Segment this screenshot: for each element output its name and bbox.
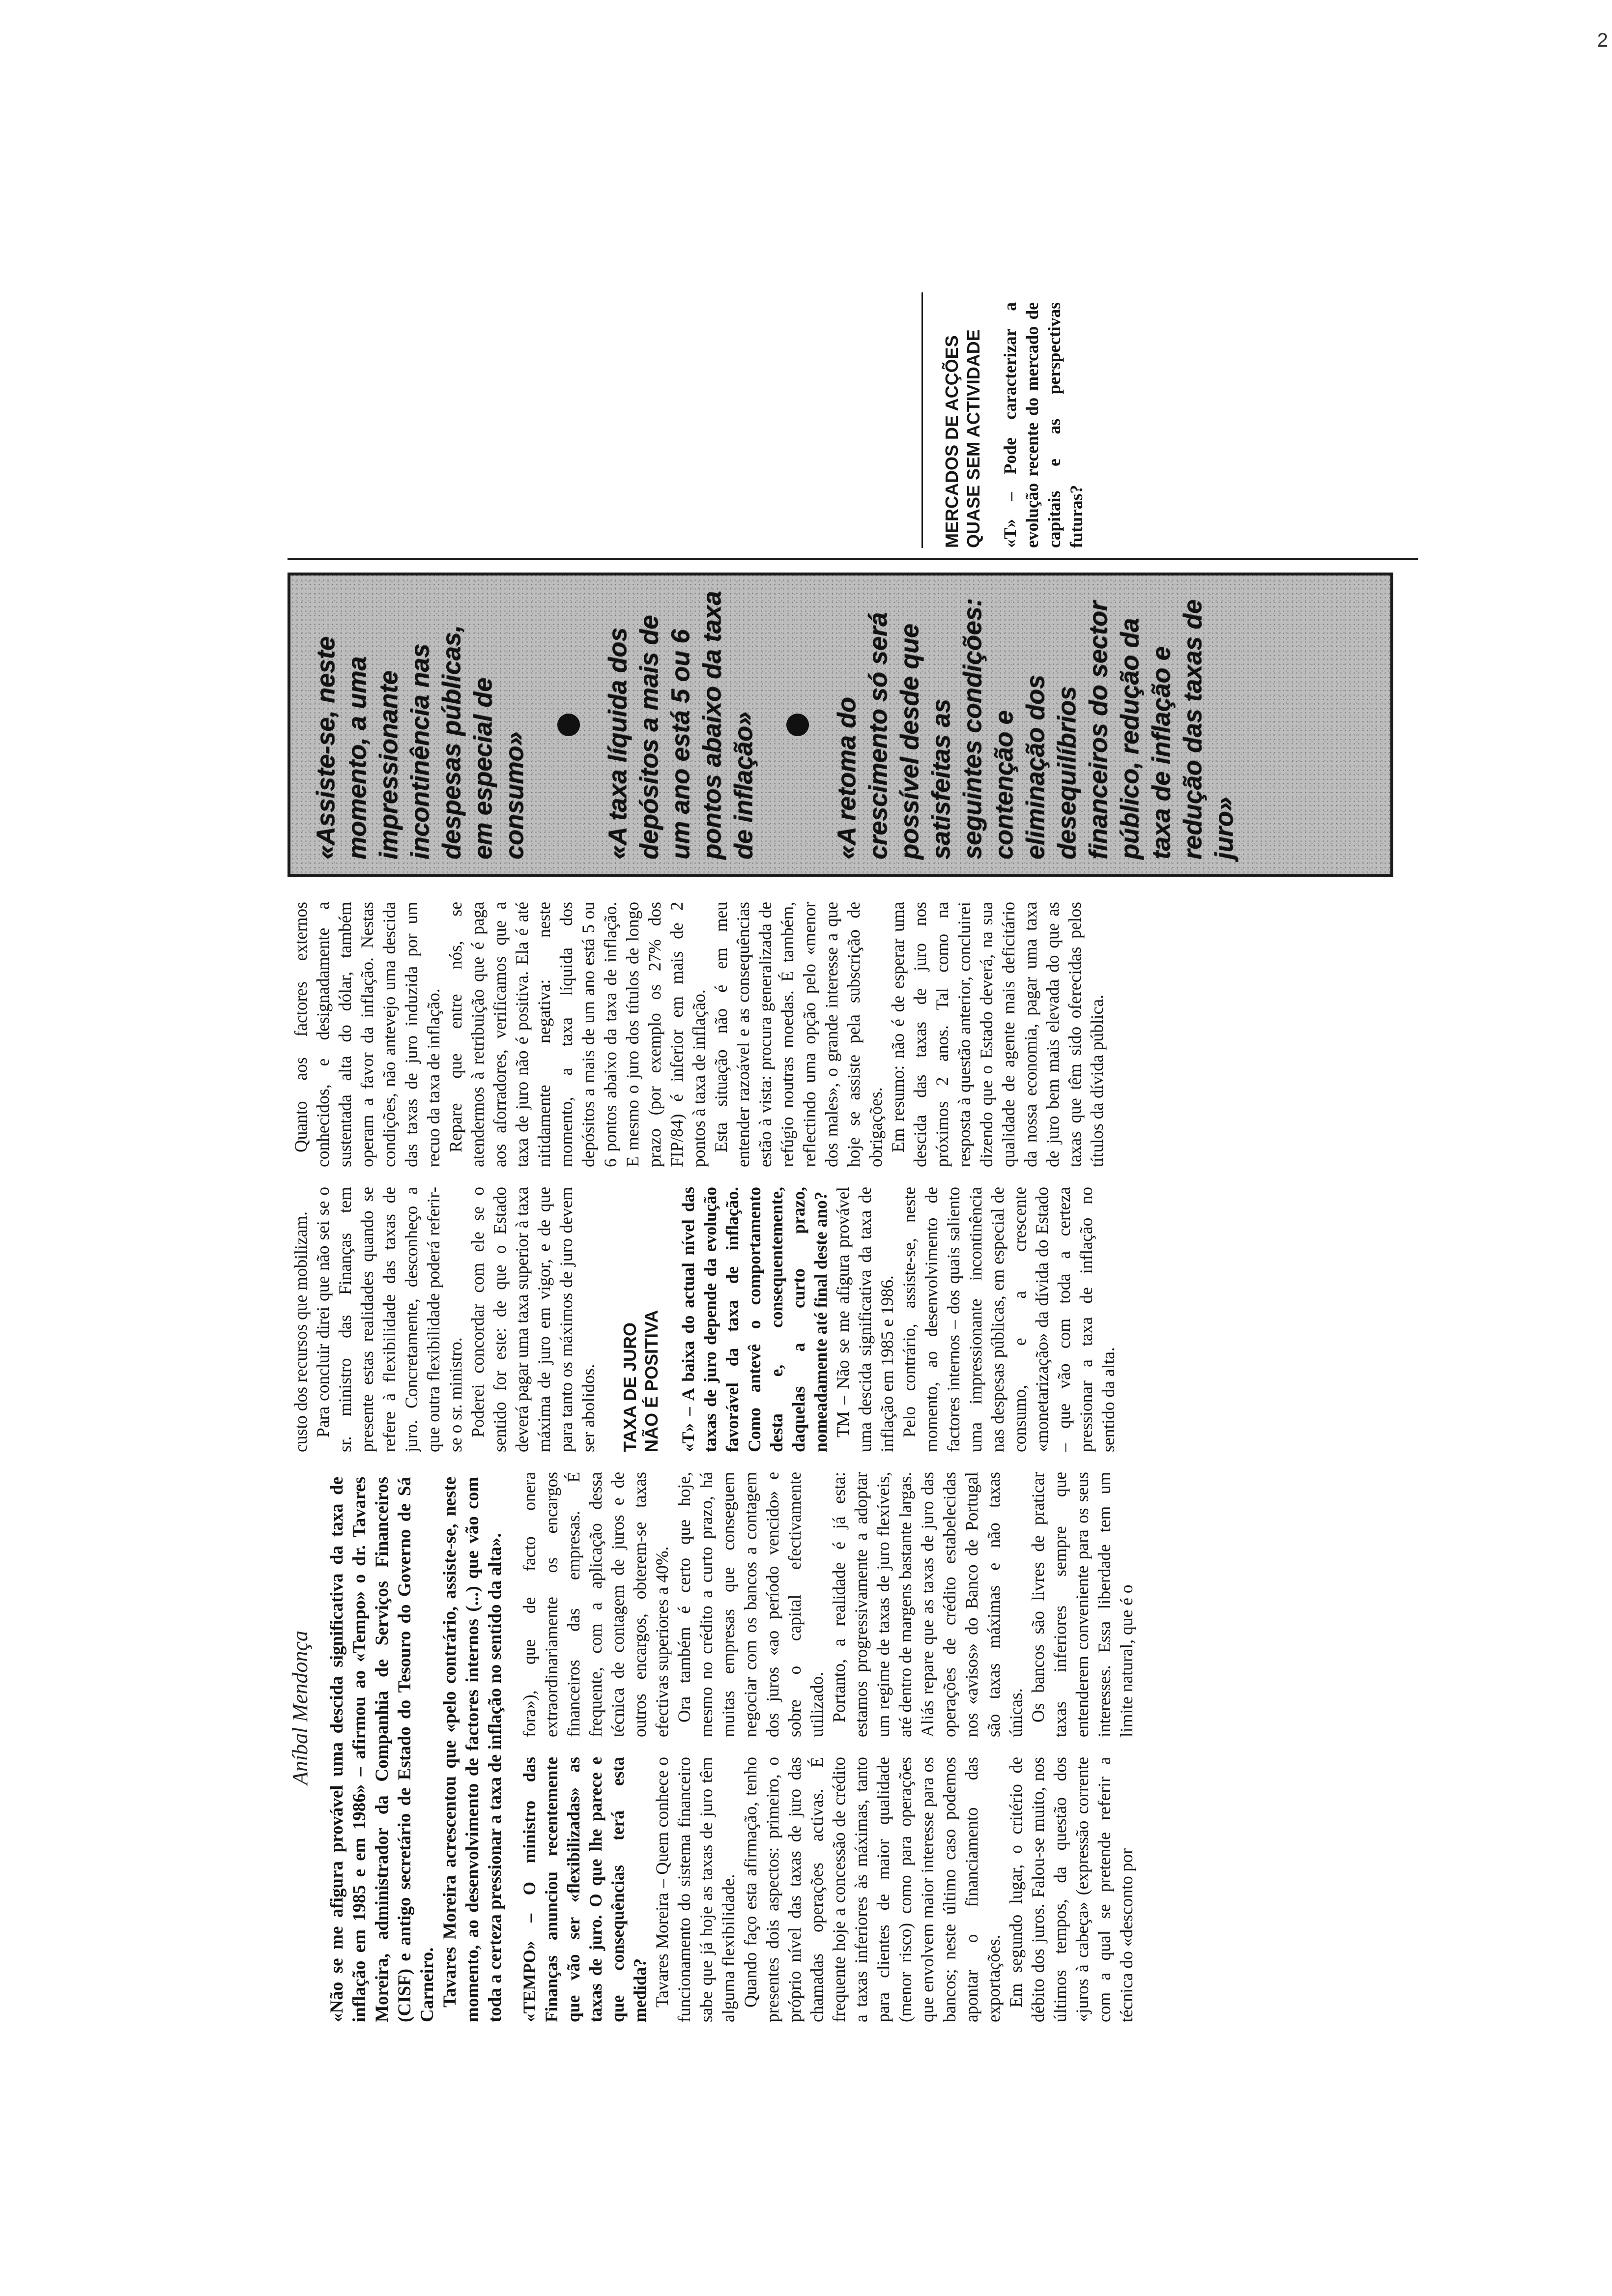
pull-quote-3: «A retoma do crescimento só será possível desde que satisfeitas as seguintes condições: contenção e eliminação dos desequilíbrios financeiros do sector público, redução da taxa de inflação e redução das taxas de juro» xyxy=(833,598,1238,860)
column-rule xyxy=(288,558,1418,560)
lead-paragraphs xyxy=(326,1477,507,2022)
question-interest-rates: «T» – A baixa do actual nível das taxas de juro depende da evolução favorável da taxa de inflação. Como antevê o comportamento desta e, consequentemente, daquelas a curto prazo, nomeadamente até final deste ano? xyxy=(678,1187,831,1452)
section-rule xyxy=(921,292,923,548)
answer-paragraph: Quando faço esta afirmação, tenho presentes dois aspectos: primeiro, o próprio nível das taxas de juro das chamadas operações activas. É frequente hoje a concessão de crédito a taxas inferiores às máximas, tanto para clientes de maior qualidade (menor risco) como para operações que envolvem maior interesse para os bancos; neste último caso podemos apontar o financiamento das exportações. xyxy=(741,1757,1004,2022)
column-3 xyxy=(290,1187,1410,1452)
body-paragraph: Quanto aos factores externos conhecidos, e designadamente a sustentada alta do dólar, também operam a favor da inflação. Nestas condições, não antevejo uma descida das taxas de juro induzida por um recuo da taxa de inflação. xyxy=(291,902,443,1167)
body-paragraph: Ora também é certo que hoje, mesmo no crédito a curto prazo, há muitas empresas que conseguem negociar com os bancos a contagem dos juros «ao período vencido» e sobre o capital efectivamente utilizado. xyxy=(674,1472,827,1737)
body-paragraph: Os bancos são livres de praticar taxas inferiores sempre que entenderem conveniente para os seus interesses. Essa liberdade tem um limite natural, que é o xyxy=(1028,1472,1136,1737)
answer-paragraph: Pelo contrário, assiste-se, neste momento, ao desenvolvimento de factores internos – dos quais saliento uma impressionante incontinência nas despesas públicas, em especial de consumo, e a crescente «monetarização» da dívida do Estado – que vão com toda a certeza pressionar a taxa de inflação no sentido da alta. xyxy=(899,1187,1118,1452)
column-1 xyxy=(518,1757,1413,2022)
column-2 xyxy=(518,1472,1413,1737)
pull-quote-box xyxy=(288,573,1393,877)
pull-quote-2: «A taxa líquida dos depósitos a mais de um ano está 5 ou 6 pontos abaixo da taxa de inflação» xyxy=(604,591,758,860)
body-paragraph: Em resumo: não é de esperar uma descida das taxas de juro nos próximos 2 anos. Tal como na resposta à questão anterior, concluirei dizendo que o Estado deverá, na sua qualidade de agente mais deficitário da nossa economia, pagar uma taxa de juro bem mais elevada do que as taxas que têm sido oferecidas pelos títulos da dívida pública. xyxy=(888,902,1107,1167)
body-paragraph: fora»), que de facto onera extraordinariamente os encargos financeiros das empresas. É frequente, com a aplicação dessa técnica de contagem de juros e de outros encargos, obterem-se taxas efectivas superiores a 40%. xyxy=(519,1472,672,1737)
markets-section xyxy=(941,302,1088,548)
lead-paragraph-2: Tavares Moreira acrescentou que «pelo contrário, assiste-se, neste momento, ao desenvolvimento de factores internos (...) que vão com toda a certeza pressionar a taxa de inflação no sentido da alta». xyxy=(440,1477,505,2022)
page-margin-mark: 2 xyxy=(1597,29,1608,51)
pull-quote-1: «Assiste-se, neste momento, a uma impressionante incontinência nas despesas públicas, em especial de consumo» xyxy=(312,625,529,860)
section-heading xyxy=(619,1187,662,1452)
byline: Aníbal Mendonça xyxy=(288,1630,312,1785)
question-markets: «T» – Pode caracterizar a evolução recente do mercado de capitais e as perspectivas futuras? xyxy=(1000,302,1086,548)
body-paragraph: custo dos recursos que mobilizam. xyxy=(291,1211,311,1452)
section-heading-line-2: NÃO É POSITIVA xyxy=(641,1310,662,1452)
markets-heading-line-2: QUASE SEM ACTIVIDADE xyxy=(963,329,983,548)
markets-heading-line-1: MERCADOS DE ACÇÕES xyxy=(942,335,962,548)
body-paragraph: Portanto, a realidade é já esta: estamos progressivamente a adoptar um regime de taxas de juro flexíveis, até dentro de margens bastante largas. Aliás repare que as taxas de juro das operações de crédito estabelecidas nos «avisos» do Banco de Portugal são taxas máximas e não taxas únicas. xyxy=(829,1472,1026,1737)
column-4 xyxy=(290,902,1410,1167)
bullet-dot-icon xyxy=(786,714,809,736)
answer-paragraph: Em segundo lugar, o critério de débito dos juros. Falou-se muito, nos últimos tempos, da questão dos «juros à cabeça» (expressão corrente com a qual se pretende referir a técnica do «desconto por xyxy=(1006,1757,1136,2022)
section-heading-line-1: TAXA DE JURO xyxy=(620,1322,640,1452)
lead-paragraph-1: «Não se me afigura provável uma descida significativa da taxa de inflação em 1985 e em 1986» – afirmou ao «Tempo» o dr. Tavares Moreira, administrador da Companhia de Serviços Financeiros (CISF) e antigo secretário de Estado do Tesouro do Governo de Sá Carneiro. xyxy=(327,1477,437,2022)
bullet-dot-icon xyxy=(557,714,580,736)
question-flexibility: «TEMPO» – O ministro das Finanças anunciou recentemente que vão ser «flexibilizadas» as taxas de juro. O que lhe parece e que consequências terá esta medida? xyxy=(519,1757,650,2022)
answer-paragraph: Tavares Moreira – Quem conhece o funcionamento do sistema financeiro sabe que já hoje as taxas de juro têm alguma flexibilidade. xyxy=(652,1757,738,2022)
answer-paragraph: TM – Não se me afigura provável uma descida significativa da taxa de inflação em 1985 e 1986. xyxy=(833,1187,897,1452)
body-paragraph: Para concluir direi que não sei se o sr. ministro das Finanças tem presente estas realidades quando se refere à flexibilidade das taxas de juro. Concretamente, desconheço a que outra flexibilidade poderá referir-se o sr. ministro. xyxy=(313,1187,465,1452)
markets-heading xyxy=(941,302,984,548)
body-paragraph: Esta situação não é em meu entender razoável e as consequências estão à vista: procura generalizada de refúgio noutras moedas. É também, reflectindo uma opção pelo «menor dos males», o grande interesse a que hoje se assiste pela subscrição de obrigações. xyxy=(711,902,886,1167)
body-paragraph: Poderei concordar com ele se o sentido for este: de que o Estado deverá pagar uma taxa superior à taxa máxima de juro em vigor, e de que para tanto os máximos de juro devem ser abolidos. xyxy=(468,1187,598,1452)
rotated-article xyxy=(288,285,1420,2022)
body-paragraph: Repare que entre nós, se atendermos à retribuição que é paga aos aforradores, verificamos que a taxa de juro não é positiva. Ela é até nitidamente negativa: neste momento, a taxa líquida dos depósitos a mais de um ano está 5 ou 6 pontos abaixo da taxa de inflação. E mesmo o juro dos títulos de longo prazo (por exemplo os 27% dos FIP/84) é inferior em mais de 2 pontos à taxa de inflação. xyxy=(446,902,709,1167)
